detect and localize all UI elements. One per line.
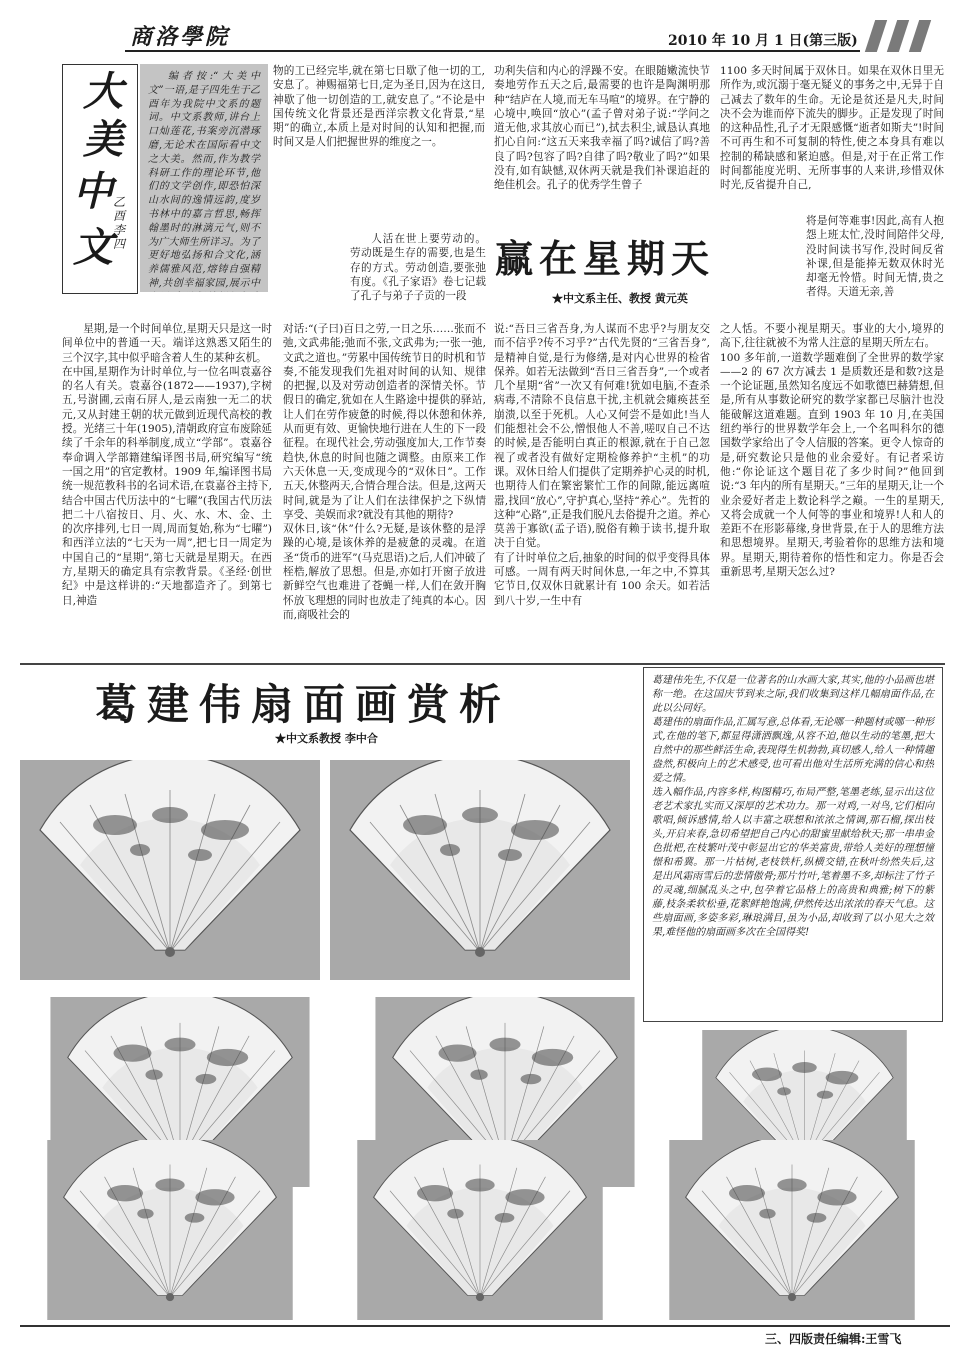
feature-title-char: 文 (73, 224, 113, 271)
feature-title-char: 美 (83, 116, 123, 163)
article-byline: ★中文系教授 李中合 (275, 732, 378, 745)
feature-title-char: 大 (83, 68, 123, 115)
calligraphy-signature: 乙酉 李四 (113, 195, 126, 251)
article-column: 之人恬。不要小视星期天。事业的大小,境界的高下,往往就被不为常人注意的星期天所左右。 100 多年前,一道数学题难倒了全世界的数学家——2 的 67 次方减去 1 是质数还是和数?这是一个论证题,虽然知名度远不如歌德巴赫猜想,但是,所有从事数论研究的数学家都已尽脑汁也没能破解这道难题。直到 1903 年 10 月,在美国纽约举行的世界数学年会上,一个名叫科尔的德国数学家给出了令人信服的答案。更令人惊奇的是,研究数论只是他的业余爱好。有记者采访他:“你论证这个题目花了多少时间?”他回到说:“3 年内的所有星期天。”三年的星期天,让一个业余爱好者走上数论科学之巅。一生的星期天,又将会成就一个人何等的事业和境界!人和人的差距不在形影幕缘,身世背景,在于人的思维方法和思想境界。星期天,考验着你的思维方法和境界。星期天,期待着你的悟性和定力。你是否会重新思考,星期天怎么过? (720, 323, 944, 579)
fan-photo-1 (20, 755, 320, 980)
article-column: 人活在世上要劳动的。劳动既是生存的需要,也是生存的方式。劳动创造,要张弛有度。《孔子家语》卷七记载了孔子与弟子子贡的一段 (350, 233, 486, 303)
editor-note: 编者按:“大美中文”一语,是子四先生于乙酉年为我院中文系的题词。中文系教师,讲台上口灿莲花,书案旁沉潜琢磨,无论术在国际看中文之大美。然而,作为教学科研工作的理论环节,他们的文学创作,即恐怕深山水间的逸情远韵,度岁书林中的嘉言哲思,畅挥翰墨时的淋漓元气,则不为广大师生所详习。为了更好地弘扬和合文化,涵养儒雅风范,熔铸自强精神,共创幸福家园,展示中 (140, 64, 268, 292)
article-column: 物的工已经完毕,就在第七日歇了他一切的工,安息了。神赐福第七日,定为圣日,因为在这日,神歇了他一切创造的工,就安息了。”不论是中国传统文化背景还是西洋宗教文化背景,“星期”的确立,本质上是对时间的认知和把握,而时间又是人们把握世界的维度之一。 (273, 65, 485, 149)
newspaper-masthead: 商洛學院 (130, 24, 231, 50)
feature-title-char: 中 (73, 168, 113, 215)
article-byline: ★中文系主任、教授 黄元英 (552, 292, 688, 305)
fan-painting-intro: 葛建伟先生,不仅是一位著名的山水画大家,其实,他的小品画也堪称一绝。在这国庆节到来之际,我们收集到这样几幅扇面作品,在此以公同好。 葛建伟的扇面作品,汇属写意,总体看,无论哪一种题材或哪一种形式,在他的笔下,都显得潇洒飘逸,从容不迫,他以生动的笔墨,把大自然中的那些鲜活生命,表现得生机勃勃,真切感人,给人一种情趣盎然,积极向上的艺术感受,也可看出他对生活所充满的信心和热爱之情。 选入幅作品,内容多样,构图精巧,布局严整,笔墨老练,显示出这位老艺术家扎实而又深厚的艺术功力。那一对鸡,一对鸟,它们相向歌唱,倾诉感情,给人以丰富之联想和浓浓之情调,那石榴,探出枝头,开启来春,急切希望把自己内心的甜蜜里献给秋天;那一串串金色批杷,在枝繁叶茂中彰显出它的华美富贵,带给人美好的理想憧憬和希冀。那一片枯树,老枝铁杆,纵横交错,在秋叶纷然失后,这是出风霜雨雪后的悲情傲骨;那片竹叶,笔着墨不多,却标注了竹子的灵魂,细腻乱头之中,包孕着它品格上的高贵和典雅;树下的紫藤,枝条柔软松垂,花絮鲜艳饱满,伊然传达出浓浓的春天气息。这些扇面画,多姿多彩,琳琅满目,虽为小品,却收到了以小见大之效果,难怪他的扇面画多次在全国得奖! (643, 667, 943, 1022)
fan-photo-7 (357, 1136, 602, 1320)
footer-editor-credit: 三、四版责任编辑:王雪飞 (765, 1332, 902, 1346)
article-column: 说:“吾日三省吾身,为人谋而不忠乎?与朋友交而不信乎?传不习乎?”古代先贤的“三省吾身”,是精神自觉,是行为修缮,是对内心世界的检省保养。如若无法做到“吾日三省吾身”,一个或者几个星期“省”一次又有何难!犹如电脑,不查杀病毒,不清除不良信息干扰,主机就会瘫痪甚至崩溃,以至于死机。人心又何尝不是如此!当人们能想社会不公,憎恨他人不善,嗟叹自己不达的时候,是否能明白真正的根源,就在于自己忽视了或者没有做好定期检修养护“主机”的功课。双休日给人们提供了定期养护心灵的时机,也期待人们在繁密繁忙工作的间隙,能远离喧嚣,找回“放心”,守护真心,坚持“养心”。先哲的这种“心路”,正是我们脱凡去俗提升之道。养心莫善于寡欲(孟子语),脱俗有赖于读书,提升取决于自觉。 有了计时单位之后,抽象的时间的似乎变得具体可感。一周有两天时间休息,一年之中,不算其它节日,仅双休日就累计有 100 余天。如若活到八十岁,一生中有 (494, 323, 710, 607)
article-headline: 赢在星期天 (495, 236, 716, 281)
article-column: 1100 多天时间属于双休日。如果在双休日里无所作为,或沉溺于毫无疑义的事务之中,无异于自己减去了数年的生命。无论是贫还是凡夫,时间决不会为谁而停下流失的脚步。正是发现了时间的这种品性,孔子才无限感慨“逝者如斯夫”!时间不可再生和不可复制的特性,使之本身具有难以控制的稀缺感和紧迫感。但是,对于在正常工作时间都能度光明、无所事事的人来讲,珍惜双休时光,反省提升自己, (720, 65, 944, 192)
issue-date: 2010 年 10 月 1 日(第三版) (668, 33, 858, 49)
footer-rule (20, 1325, 950, 1327)
article-column: 对话:“(子曰)百日之劳,一日之乐……张而不弛,文武弗能;弛而不张,文武弗为;一张一弛,文武之道也。”劳累中国传统节日的时机和节奏,不能发现我们先祖对时间的认知、规律的把握,以及对劳动创造者的深情关怀。节假日的确定,犹如在人生路途中提供的驿站,让人们在劳作疲惫的时候,得以休憩和休养,从而更有效、更愉快地行进在人生的下一段征程。在现代社会,劳动强度加大,工作节奏趋快,休息的时间也随之调整。由原来工作六天休息一天,变成现今的“双休日”。工作五天,休整两天,合情合理合法。但是,这两天时间,就是为了让人们在法律保护之下纵情享受、美娱而求?就没有其他的期待? 双休日,该“休”什么?无疑,是该休整的是浮躁的心境,是该休养的是疲惫的灵魂。在道圣“货币的进军”(马克思语)之后,人们冲破了桎梏,解放了思想。但是,亦如打开窗子放进新鲜空气也难进了苍蝇一样,人们在敛开胸怀放飞理想的同时也放走了纯真的本心。因而,商吸社会的 (283, 323, 486, 621)
article-column: 功利失信和内心的浮躁不安。在眼随嫩流快节奏地劳作五天之后,最需要的也许是陶渊明那种“结庐在人境,而无车马喧”的境界。在宁静的心境中,唤回“放心”(孟子曾对弟子说:“学问之道无他,求其放心而已”),拭去积尘,诚恳认真地扪心自问:“这五天来我幸福了吗?诚信了吗?善良了吗?包容了吗?自律了吗?敬业了吗?”如果没有,如有缺憾,双休两天就是我们补课追赶的绝佳机会。孔子的优秀学生曾子 (494, 65, 710, 192)
fan-photo-2 (330, 755, 630, 980)
article-column: 星期,是一个时间单位,星期天只是这一时间单位中的普通一天。端详这熟悉又陌生的三个汉字,其中似乎暗含着人生的某种玄机。 在中国,星期作为计时单位,与一位名叫袁嘉谷的名人有关。袁嘉谷(1872——1937),字树五,号澍圃,云南石屏人,是云南独一无二的状元,又从封建王朝的状元做到近现代高校的教授。光绪三十年(1905),清朝政府宣布废除延续了千余年的科举制度,成立“学部”。袁嘉谷奉命调入学部籍建编译图书局,研究编写“统一国之用”的官定教材。1909 年,编译图书局统一规范教科书的名词术语,在袁嘉谷主持下,结合中国古代历法中的“七曜”(我国古代历法把二十八宿按日、月、火、水、木、金、土的次序排列,七日一周,周而复始,称为“七曜”)和西洋立法的“七天为一周”,把七日一周定为中国自己的“星期”,第七天就是星期天。在西方,星期天的确定具有宗教背景。《圣经·创世纪》中是这样讲的:“天地都造齐了。到第七日,神造 (62, 323, 272, 607)
fan-photo-8 (669, 1136, 914, 1320)
article-headline: 葛建伟扇面画赏析 (95, 680, 512, 729)
article-column: 将是何等难事!因此,高有人抱怨上班太忙,没时间陪伴父母,没时间读书写作,没时间反省补课,但是能捧无数双休时光却毫无怜惜。时间无情,贵之者得。天道无亲,善 (806, 215, 944, 299)
fan-photo-6 (47, 1136, 292, 1320)
